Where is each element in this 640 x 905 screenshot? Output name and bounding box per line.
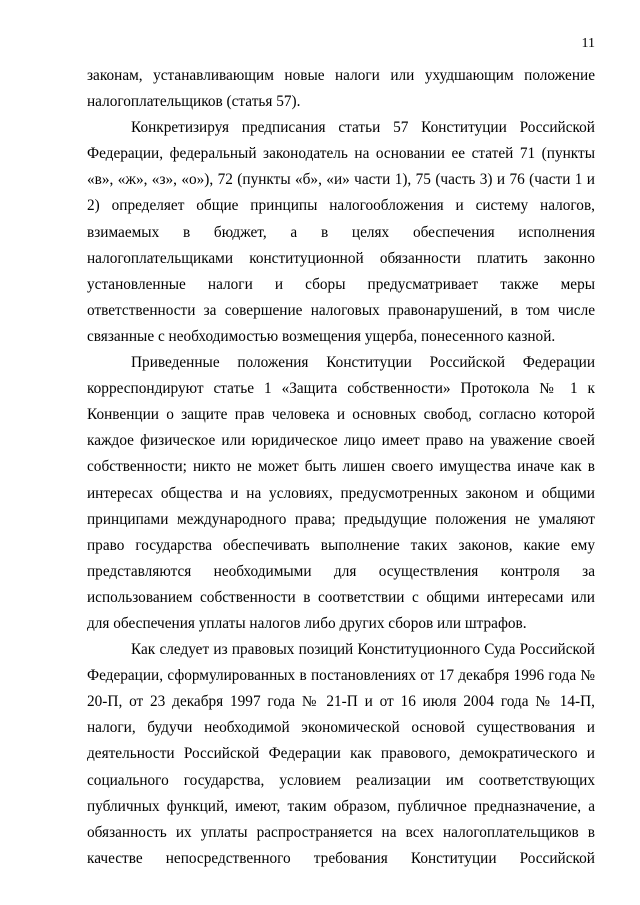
paragraph-continuation: законам, устанавливающим новые налоги или ухудшающим положение налогоплательщиков (статья 57). (87, 67, 595, 111)
paragraph: Как следует из правовых позиций Конституционного Суда Российской Федерации, сформулированных в постановлениях от 17 декабря 1996 года № 20-П, от 23 декабря 1997 года № 21-П и от 16 июля 2004 года № 14-П, налоги, будучи необходимой экономической основой существования и деятельности Российской Федерации как правового, демократического и социального государства, условием реализации им соответствующих публичных функций, имеют, таким образом, публичное предназначение, а обязанность их уплаты распространяется на всех налогоплательщиков в качестве непосредственного требования Конституции Российской (87, 641, 595, 867)
paragraph: Приведенные положения Конституции Российской Федерации корреспондируют статье 1 «Защита собственности» Протокола № 1 к Конвенции о защите прав человека и основных свобод, согласно которой каждое физическое или юридическое лицо имеет право на уважение своей собственности; никто не может быть лишен своего имущества иначе как в интересах общества и на условиях, предусмотренных законом и общими принципами международного права; предыдущие положения не умаляют право государства обеспечивать выполнение таких законов, какие ему представляются необходимыми для осуществления контроля за использованием собственности в соответствии с общими интересами или для обеспечения уплаты налогов либо других сборов или штрафов. (87, 354, 595, 632)
paragraph: Конкретизируя предписания статьи 57 Конституции Российской Федерации, федеральный законодатель на основании ее статей 71 (пункты «в», «ж», «з», «о»), 72 (пункты «б», «и» части 1), 75 (часть 3) и 76 (части 1 и 2) определяет общие принципы налогообложения и систему налогов, взимаемых в бюджет, а в целях обеспечения исполнения налогоплательщиками конституционной обязанности платить законно установленные налоги и сборы предусматривает также меры ответственности за совершение налоговых правонарушений, в том числе связанные с необходимостью возмещения ущерба, понесенного казной. (87, 119, 595, 345)
page-number: 11 (581, 36, 595, 51)
document-body (87, 63, 595, 872)
